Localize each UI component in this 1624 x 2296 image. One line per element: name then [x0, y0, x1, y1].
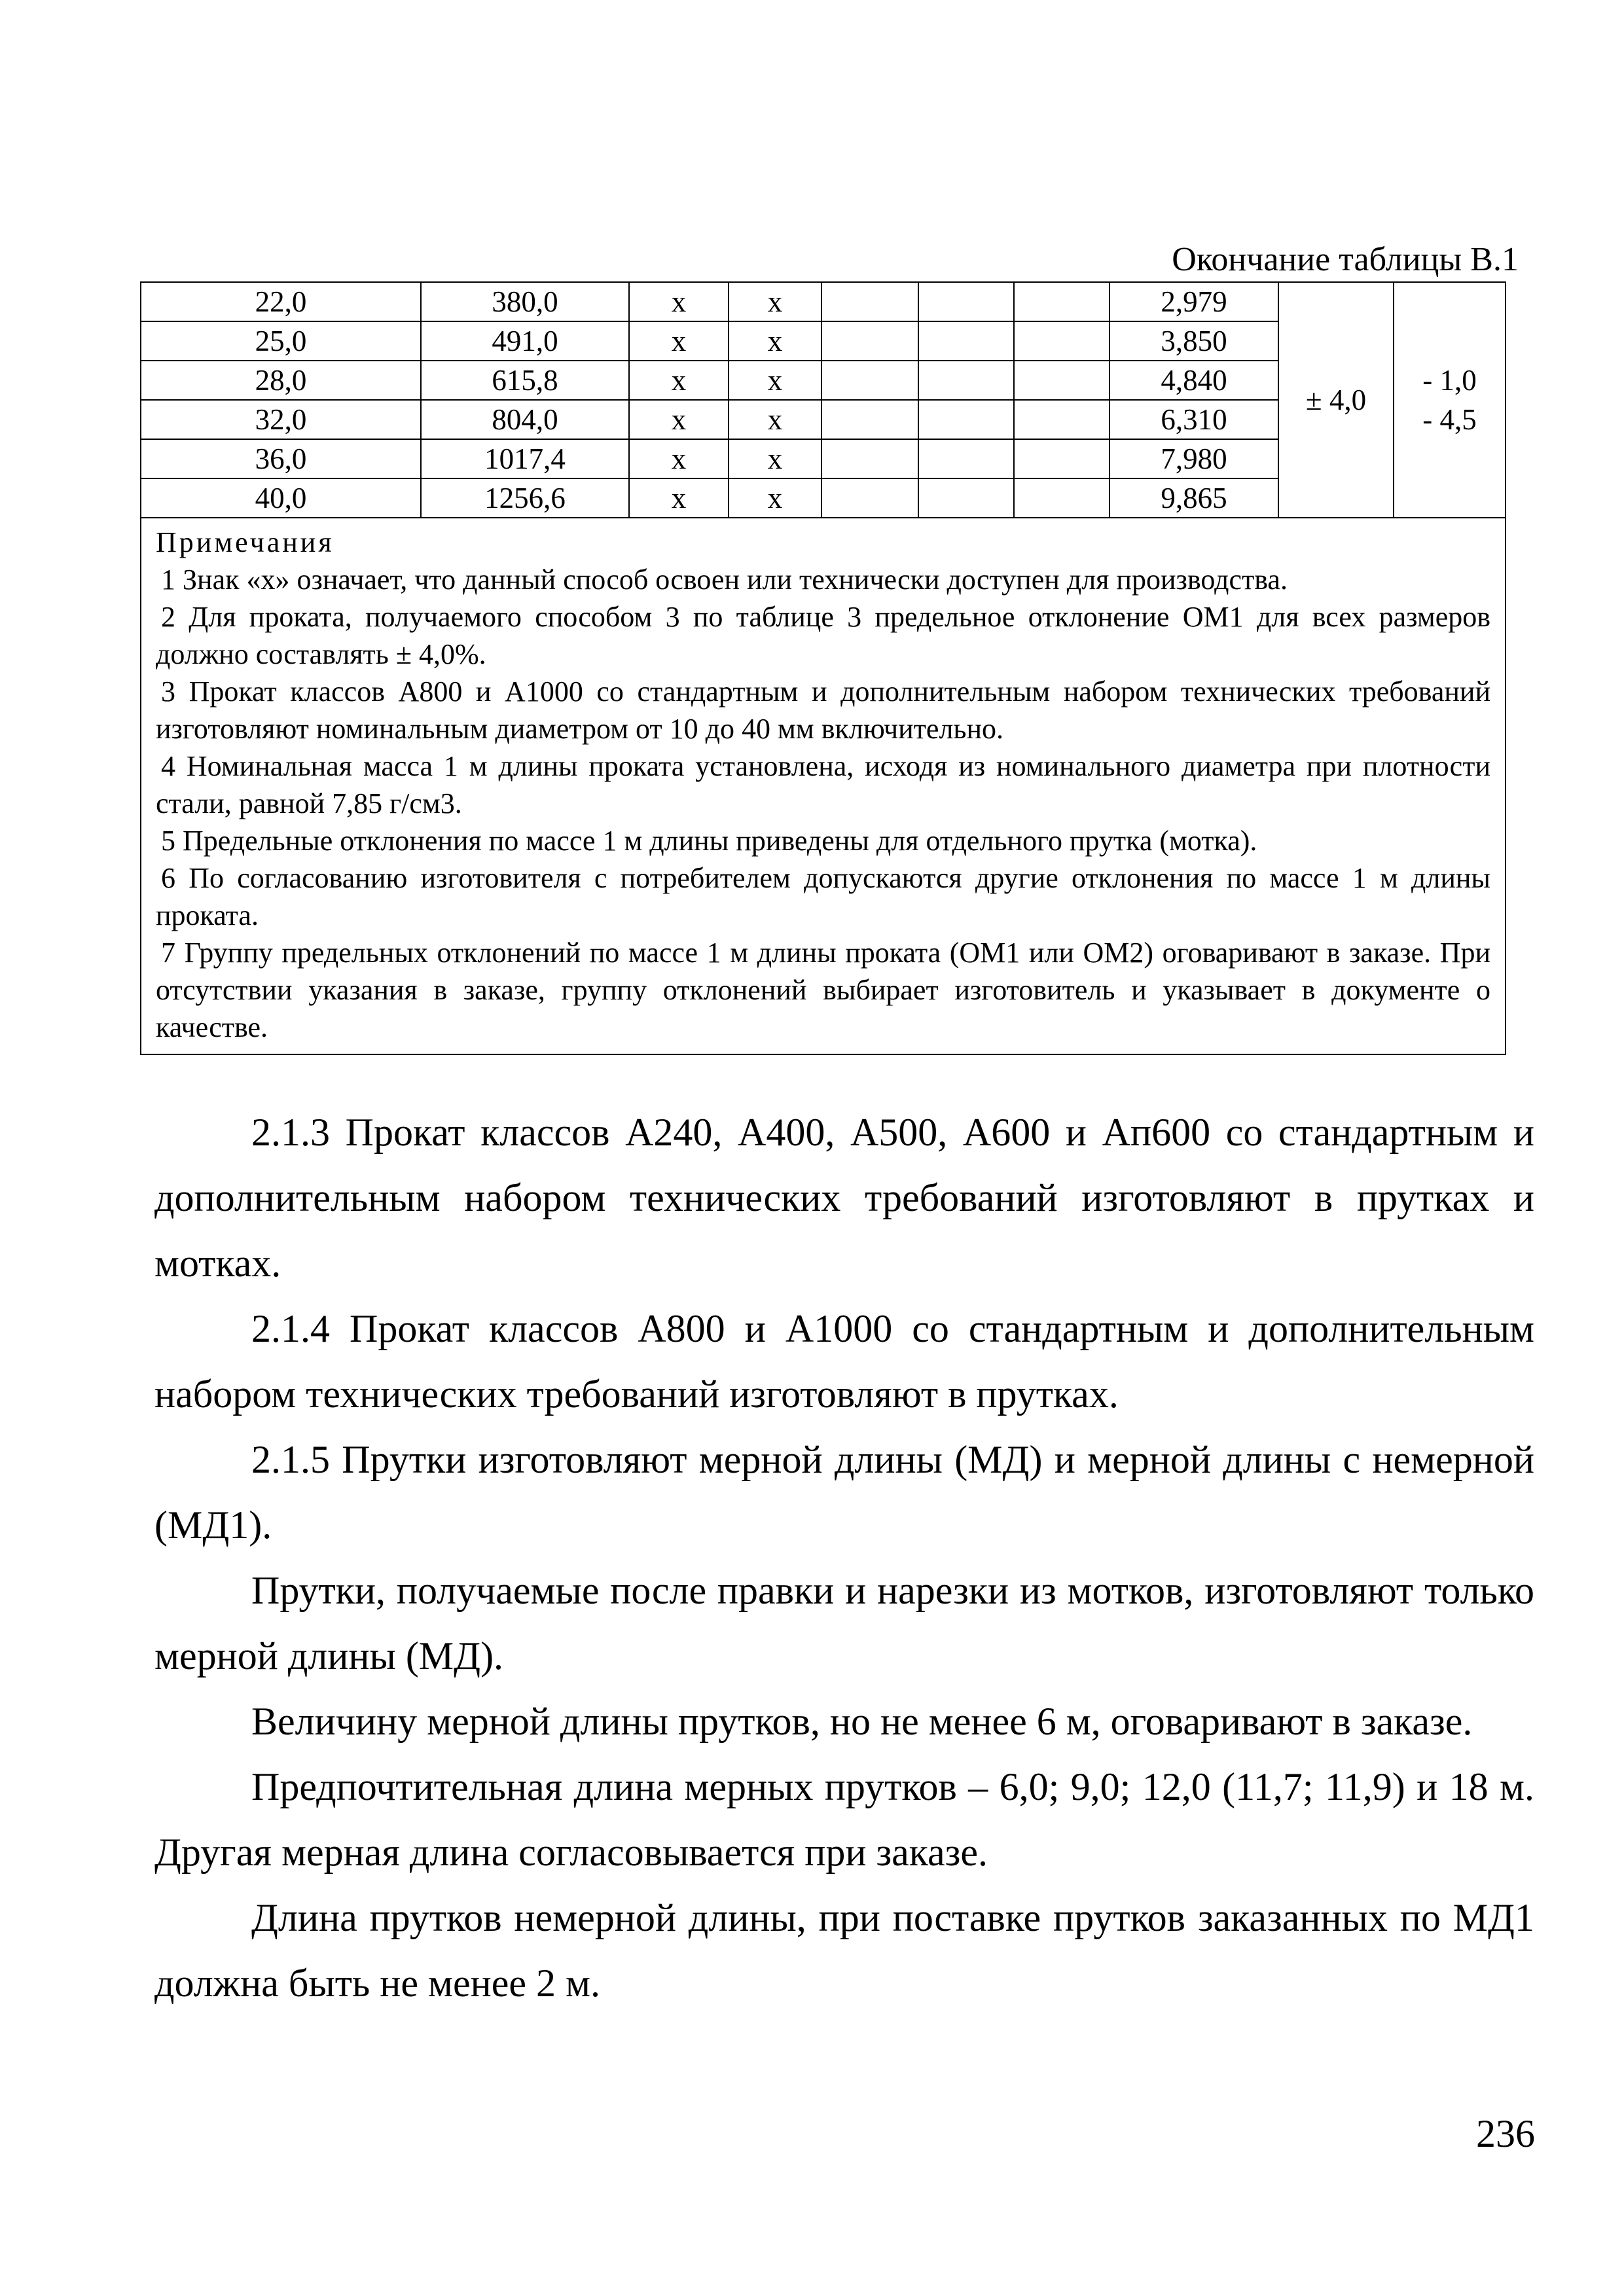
note-item: 7 Группу предельных отклонений по массе 1 м длины проката (ОМ1 или ОМ2) оговаривают в заказе. При отсутствии указания в заказе, группу отклонений выбирает изготовитель и указывает в документе о качестве. — [156, 937, 1490, 1043]
tolerance-om2-cell — [1394, 282, 1506, 518]
method-cell — [918, 321, 1014, 361]
notes-title: Примечания — [156, 526, 334, 558]
paragraph: Прутки, получаемые после правки и нарезки из мотков, изготовляют только мерной длины (МД). — [154, 1569, 1534, 1677]
method-cell: х — [629, 361, 729, 400]
note-item: 1 Знак «х» означает, что данный способ освоен или технически доступен для производства. — [161, 564, 1288, 596]
tolerance-om1-cell: ± 4,0 — [1278, 282, 1394, 518]
paragraph: 2.1.5 Прутки изготовляют мерной длины (МД) и мерной длины с немерной (МД1). — [154, 1438, 1534, 1547]
method-cell: х — [729, 439, 821, 478]
method-cell: х — [629, 321, 729, 361]
note-item: 2 Для проката, получаемого способом 3 по таблице 3 предельное отклонение ОМ1 для всех размеров должно составлять ± 4,0%. — [156, 601, 1490, 670]
method-cell — [918, 478, 1014, 518]
method-cell — [1014, 478, 1110, 518]
method-cell: х — [729, 321, 821, 361]
method-cell — [918, 361, 1014, 400]
area-cell: 804,0 — [421, 400, 629, 439]
method-cell: х — [729, 400, 821, 439]
method-cell — [821, 478, 918, 518]
paragraph: Длина прутков немерной длины, при поставке прутков заказанных по МД1 должна быть не менее 2 м. — [154, 1896, 1534, 2005]
body-text — [154, 1100, 1534, 2016]
method-cell: х — [729, 478, 821, 518]
method-cell: х — [729, 361, 821, 400]
table-row — [141, 282, 1506, 321]
notes-cell — [141, 518, 1506, 1054]
method-cell — [821, 321, 918, 361]
paragraph: Предпочтительная длина мерных прутков – 6,0; 9,0; 12,0 (11,7; 11,9) и 18 м. Другая мерная длина согласовывается при заказе. — [154, 1765, 1534, 1874]
method-cell: х — [629, 400, 729, 439]
mass-cell: 2,979 — [1110, 282, 1278, 321]
method-cell — [918, 439, 1014, 478]
notes-row — [141, 518, 1506, 1054]
diameter-cell: 22,0 — [141, 282, 421, 321]
paragraph: Величину мерной длины прутков, но не менее 6 м, оговаривают в заказе. — [251, 1700, 1473, 1743]
note-item: 6 По согласованию изготовителя с потребителем допускаются другие отклонения по массе 1 м длины проката. — [156, 862, 1490, 931]
area-cell: 380,0 — [421, 282, 629, 321]
diameter-cell: 40,0 — [141, 478, 421, 518]
method-cell: х — [629, 439, 729, 478]
mass-cell: 4,840 — [1110, 361, 1278, 400]
mass-cell: 9,865 — [1110, 478, 1278, 518]
method-cell — [821, 361, 918, 400]
method-cell: х — [729, 282, 821, 321]
method-cell — [821, 400, 918, 439]
mass-cell: 6,310 — [1110, 400, 1278, 439]
method-cell — [821, 282, 918, 321]
diameter-cell: 28,0 — [141, 361, 421, 400]
mass-cell: 7,980 — [1110, 439, 1278, 478]
area-cell: 1017,4 — [421, 439, 629, 478]
method-cell — [1014, 321, 1110, 361]
method-cell — [821, 439, 918, 478]
area-cell: 491,0 — [421, 321, 629, 361]
note-item: 5 Предельные отклонения по массе 1 м длины приведены для отдельного прутка (мотка). — [161, 825, 1257, 857]
rebar-spec-table — [140, 281, 1506, 1055]
diameter-cell: 25,0 — [141, 321, 421, 361]
method-cell — [1014, 439, 1110, 478]
method-cell — [1014, 361, 1110, 400]
note-item: 3 Прокат классов А800 и А1000 со стандартным и дополнительным набором технических требований изготовляют номинальным диаметром от 10 до 40 мм включительно. — [156, 675, 1490, 745]
method-cell — [918, 282, 1014, 321]
method-cell — [1014, 282, 1110, 321]
area-cell: 1256,6 — [421, 478, 629, 518]
method-cell — [1014, 400, 1110, 439]
tolerance-om2-line: - 4,5 — [1422, 403, 1477, 436]
note-item: 4 Номинальная масса 1 м длины проката установлена, исходя из номинального диаметра при плотности стали, равной 7,85 г/см3. — [156, 750, 1490, 819]
paragraph: 2.1.4 Прокат классов А800 и А1000 со стандартным и дополнительным набором технических требований изготовляют в прутках. — [154, 1307, 1534, 1416]
tolerance-om2-line: - 1,0 — [1422, 364, 1477, 397]
method-cell: х — [629, 282, 729, 321]
method-cell: х — [629, 478, 729, 518]
paragraph: 2.1.3 Прокат классов А240, А400, А500, А600 и Ап600 со стандартным и дополнительным набором технических требований изготовляют в прутках и мотках. — [154, 1111, 1534, 1285]
diameter-cell: 36,0 — [141, 439, 421, 478]
method-cell — [918, 400, 1014, 439]
mass-cell: 3,850 — [1110, 321, 1278, 361]
page-number: 236 — [1476, 2112, 1535, 2155]
table-caption: Окончание таблицы В.1 — [1172, 241, 1519, 278]
diameter-cell: 32,0 — [141, 400, 421, 439]
area-cell: 615,8 — [421, 361, 629, 400]
